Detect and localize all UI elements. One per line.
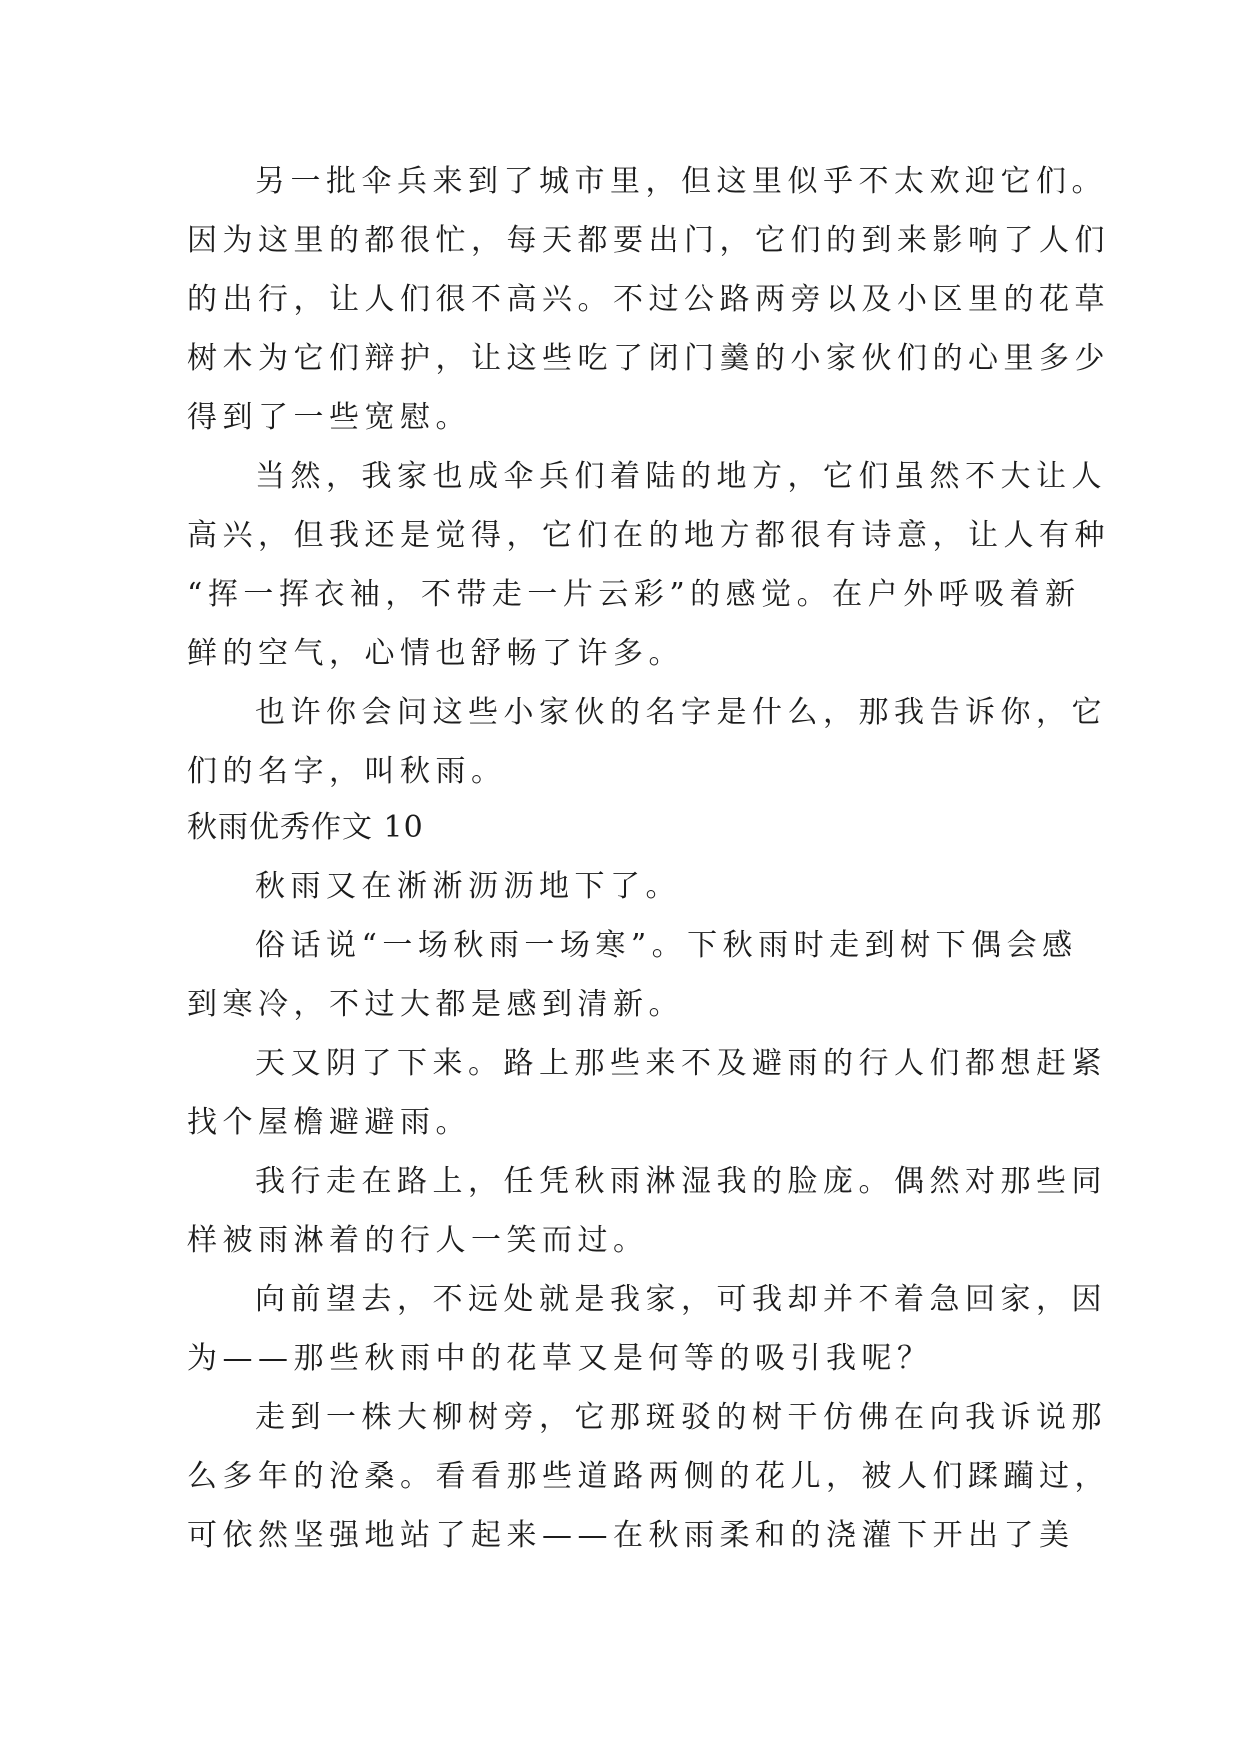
text-line: 们的名字，叫秋雨。 [187,754,507,789]
text-line: 的出行，让人们很不高兴。不过公路两旁以及小区里的花草 [187,282,1110,317]
text-line: 俗话说“一场秋雨一场寒”。下秋雨时走到树下偶会感 [255,928,1078,963]
text-line: 找个屋檐避避雨。 [187,1105,471,1140]
text-line: 鲜的空气，心情也舒畅了许多。 [187,636,684,671]
text-line: 得到了一些宽慰。 [187,400,471,435]
text-line: 为——那些秋雨中的花草又是何等的吸引我呢？ [187,1341,933,1376]
text-line: “挥一挥衣袖，不带走一片云彩”的感觉。在户外呼吸着新 [187,577,1081,612]
text-line: 可依然坚强地站了起来——在秋雨柔和的浇灌下开出了美 [187,1518,1075,1553]
text-line: 高兴，但我还是觉得，它们在的地方都很有诗意，让人有种 [187,518,1110,553]
text-line: 到寒冷，不过大都是感到清新。 [187,987,684,1022]
text-line: 树木为它们辩护，让这些吃了闭门羹的小家伙们的心里多少 [187,341,1110,376]
section-heading: 秋雨优秀作文 10 [187,810,424,845]
text-line: 走到一株大柳树旁，它那斑驳的树干仿佛在向我诉说那 [255,1400,1107,1435]
text-line: 也许你会问这些小家伙的名字是什么，那我告诉你，它 [255,695,1107,730]
text-line: 样被雨淋着的行人一笑而过。 [187,1223,649,1258]
text-line: 秋雨又在淅淅沥沥地下了。 [255,869,681,904]
text-line: 么多年的沧桑。看看那些道路两侧的花儿，被人们蹂躏过， [187,1459,1110,1494]
text-line: 因为这里的都很忙，每天都要出门，它们的到来影响了人们 [187,223,1110,258]
text-line: 当然，我家也成伞兵们着陆的地方，它们虽然不大让人 [255,459,1107,494]
text-line: 另一批伞兵来到了城市里，但这里似乎不太欢迎它们。 [255,164,1107,199]
text-line: 天又阴了下来。路上那些来不及避雨的行人们都想赶紧 [255,1046,1107,1081]
text-line: 向前望去，不远处就是我家，可我却并不着急回家，因 [255,1282,1107,1317]
text-line: 我行走在路上，任凭秋雨淋湿我的脸庞。偶然对那些同 [255,1164,1107,1199]
